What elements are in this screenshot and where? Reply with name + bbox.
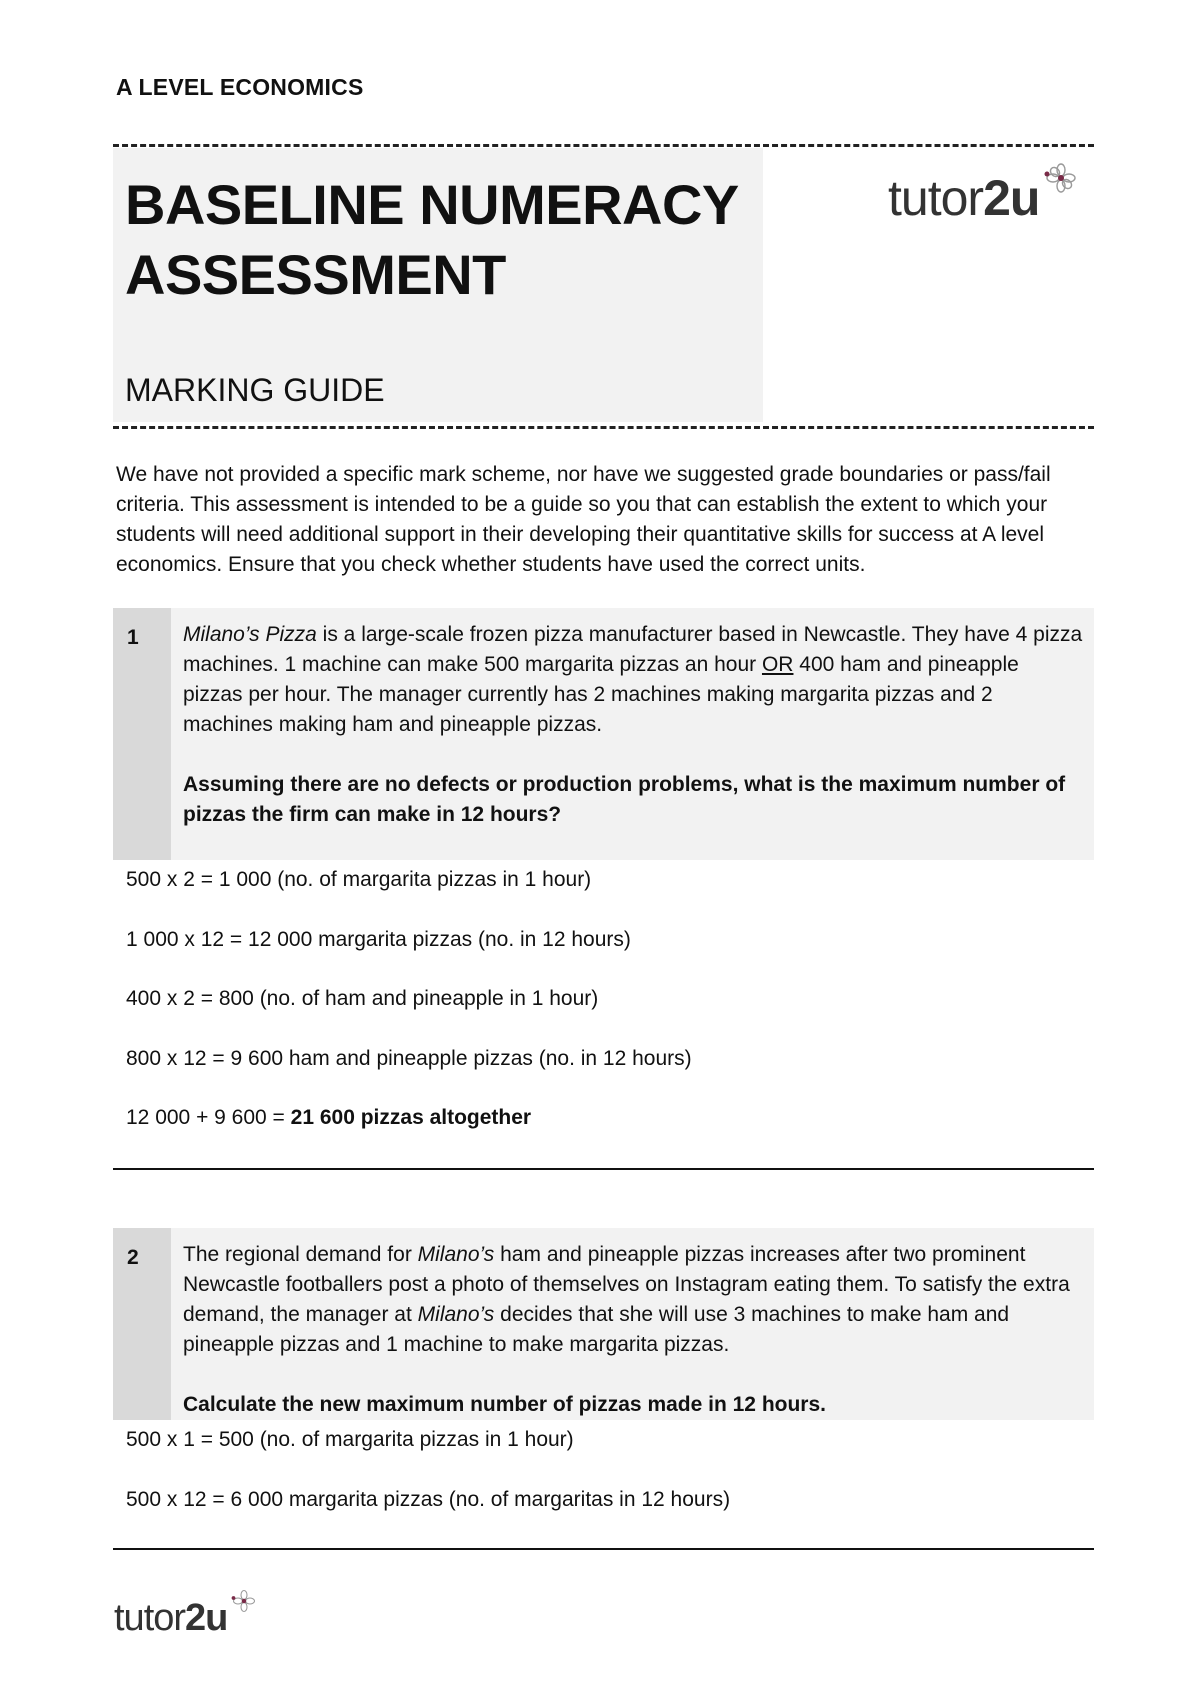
section-divider (113, 1168, 1094, 1170)
working-line: 500 x 2 = 1 000 (no. of margarita pizzas in 1 hour) (126, 868, 592, 891)
working-line: 400 x 2 = 800 (no. of ham and pineapple in 1 hour) (126, 987, 599, 1010)
footer-divider (113, 1548, 1094, 1550)
question-number: 1 (127, 626, 139, 649)
title-divider (113, 426, 1094, 429)
question-number: 2 (127, 1246, 139, 1269)
footer-tutor2u-logo: tutor2u (114, 1595, 258, 1641)
question-1-text: Milano’s Pizza is a large-scale frozen pizza manufacturer based in Newcastle. They have 4 pizza machines. 1 machine can make 500 margarita pizzas an hour OR 400 ham and pineapple pizzas per hour. The manager currently has 2 machines making margarita pizzas and 2 machines making ham and pineapple pizzas. Assuming there are no defects or production problems, what is the maximum number of pizzas the firm can make in 12 hours? (183, 620, 1083, 830)
working-line: 1 000 x 12 = 12 000 margarita pizzas (no. in 12 hours) (126, 928, 631, 951)
question-2-prompt: Calculate the new maximum number of pizzas made in 12 hours. (183, 1393, 826, 1416)
working-line: 500 x 12 = 6 000 margarita pizzas (no. of margaritas in 12 hours) (126, 1488, 731, 1511)
intro-paragraph: We have not provided a specific mark scheme, nor have we suggested grade boundaries or pass/fail criteria. This assessment is intended to be a guide so you that can establish the extent to which your students will need additional support in their developing their quantitative skills for success at A level economics. Ensure that you check whether students have used the correct units. (116, 463, 1051, 576)
working-line: 500 x 1 = 500 (no. of margarita pizzas in 1 hour) (126, 1428, 574, 1451)
top-divider (113, 144, 1094, 147)
question-2-box (113, 1228, 1094, 1420)
title-block (113, 148, 763, 422)
page-subtitle: MARKING GUIDE (125, 372, 385, 408)
page-title: BASELINE NUMERACY ASSESSMENT (125, 173, 739, 306)
subject-label: A LEVEL ECONOMICS (116, 74, 364, 100)
working-line: 800 x 12 = 9 600 ham and pineapple pizzas (no. in 12 hours) (126, 1047, 692, 1070)
question-1-box (113, 608, 1094, 860)
question-2-text: The regional demand for Milano’s ham and pineapple pizzas increases after two prominent Newcastle footballers post a photo of themselves on Instagram eating them. To satisfy the extra demand, the manager at Milano’s decides that she will use 3 machines to make ham and pineapple pizzas and 1 machine to make margarita pizzas. Calculate the new maximum number of pizzas made in 12 hours. (183, 1240, 1083, 1420)
flower-logo-icon (224, 1589, 258, 1619)
tutor2u-logo: tutor2u (888, 168, 1079, 228)
answer-line: 12 000 + 9 600 = 21 600 pizzas altogether (126, 1106, 532, 1129)
flower-logo-icon (1035, 162, 1079, 202)
question-1-prompt: Assuming there are no defects or production problems, what is the maximum number of pizzas the firm can make in 12 hours? (183, 773, 1066, 826)
